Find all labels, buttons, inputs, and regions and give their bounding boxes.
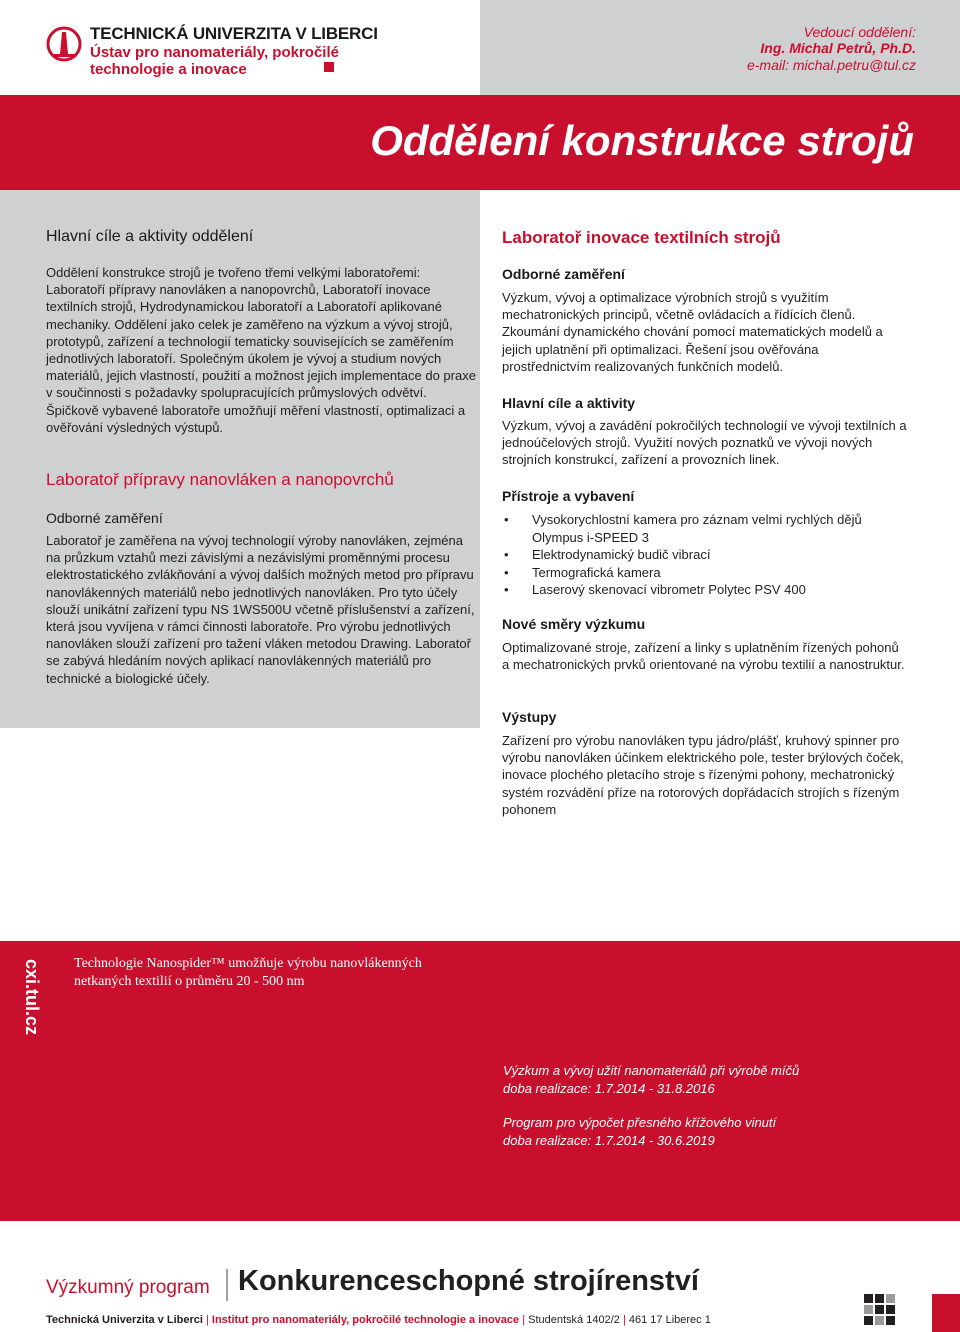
- footer-separator: |: [522, 1314, 526, 1326]
- red-corner-block: [932, 1294, 960, 1332]
- contact-email[interactable]: e-mail: michal.petru@tul.cz: [746, 57, 916, 73]
- department-goals-heading: Hlavní cíle a aktivity oddělení: [46, 228, 254, 245]
- university-name: TECHNICKÁ UNIVERZITA V LIBERCI: [90, 24, 378, 43]
- project-period: doba realizace: 1.7.2014 - 30.6.2019: [503, 1133, 715, 1148]
- list-item: [502, 546, 907, 564]
- equipment-item-text: Termografická kamera: [532, 564, 661, 580]
- nanofiber-focus-heading: Odborné zaměření: [46, 510, 163, 526]
- project-name: Výzkum a vývoj užití nanomateriálů při výrobě míčů: [503, 1063, 800, 1078]
- footer-street: Studentská 1402/2: [528, 1314, 620, 1326]
- cxi-grid-logo-icon: [864, 1294, 896, 1326]
- bullet-icon: •: [504, 547, 509, 563]
- program-divider: [226, 1269, 228, 1301]
- list-item: [502, 581, 907, 599]
- banner-caption: Technologie Nanospider™ umožňuje výrobu nanovlákenných netkaných textilií o průměru 20 - 500 nm: [74, 956, 422, 989]
- research-program: [46, 1265, 766, 1305]
- new-directions-heading: Nové směry výzkumu: [502, 616, 646, 632]
- program-label: Výzkumný program: [46, 1277, 210, 1298]
- program-name: Konkurenceschopné strojírenství: [238, 1265, 699, 1297]
- equipment-item-text: Laserový skenovací vibrometr Polytec PSV 400: [532, 582, 806, 598]
- textile-focus-heading: Odborné zaměření: [502, 266, 625, 282]
- outputs-heading: Výstupy: [502, 709, 557, 725]
- bullet-icon: •: [504, 564, 509, 580]
- institute-name-line2: technologie a inovace: [90, 61, 247, 78]
- footer-address: [46, 1314, 711, 1326]
- footer-city: 461 17 Liberec 1: [628, 1314, 711, 1326]
- project-item: [503, 1114, 923, 1150]
- title-bar: [0, 95, 960, 190]
- equipment-item-text: Vysokorychlostní kamera pro záznam velmi rychlých dějů Olympus i-SPEED 3: [532, 512, 862, 545]
- photo-banner: [0, 941, 960, 1221]
- textile-goals-text: Výzkum, vývoj a zavádění pokročilých technologií ve vývoji textilních a jednoúčelových strojů. Využití nových poznatků ve vývoji nových strojních konstrukcí, zařízení a provozních linek.: [502, 418, 907, 468]
- bullet-icon: •: [504, 582, 509, 598]
- textile-goals-heading: Hlavní cíle a aktivity: [502, 395, 636, 411]
- equipment-heading: Přístroje a vybavení: [502, 488, 635, 504]
- footer-institute: Institut pro nanomateriály, pokročilé technologie a inovace: [211, 1314, 520, 1326]
- institute-name: [90, 44, 340, 78]
- list-item: [502, 511, 907, 546]
- nanofiber-focus-text: Laboratoř je zaměřena na vývoj technologií výroby nanovláken, zejména na průzkum vztahů mezi závislými a nezávislými proměnnými procesu elektrostatického zvlákňování a vývoj dalších možných metod pro přípravu nanovlákenných materiálů nebo jednotlivých nanovláken. Pro tyto účely slouží unikátní zařízení typu NS 1WS500U včetně příslušenství a zařízení, která jsou vyvíjena v rámci činnosti laboratoře. Pro výrobu jednotlivých nanovláken slouží zařízení pro tažení vláken metodou Drawing. Laboratoř se zabývá hledáním nových aplikací nanovlákenných materiálů pro technické a biologické účely.: [46, 533, 475, 686]
- project-name: Program pro výpočet přesného křížového vinutí: [503, 1115, 777, 1130]
- contact-name: Ing. Michal Petrů, Ph.D.: [760, 40, 916, 56]
- side-url[interactable]: [16, 959, 42, 1039]
- textile-lab-heading: Laboratoř inovace textilních strojů: [502, 228, 781, 247]
- outputs-text: Zařízení pro výrobu nanovláken typu jádro/plášť, kruhový spinner pro výrobu nanovláken účinkem elektrického pole, tester brýlových čoček, inovace plochého pletacího stroje s řízenými pohony, mechatronický systém rozvádění příze na rotorových dopřádacích strojích s řízeným pohonem: [502, 733, 904, 817]
- left-column: [0, 190, 480, 728]
- department-intro-text: Oddělení konstrukce strojů je tvořeno třemi velkými laboratořemi: Laboratoří přípravy nanovláken a nanopovrchů, Laboratoří inovace textilních strojů, Hydrodynamickou laboratoří a Laboratoří aplikované mechaniky. Oddělení jako celek je zaměřeno na výzkum a vývoj strojů, prototypů, zařízení a technologií tematicky souvisejících se zaměřením jednotlivých laboratoří. Společným úkolem je vývoj a studium nových materiálů, jejich vlastností, použití a možnost jejich implementace do praxe v součinnosti s požadavky spolupracujících průmyslových odvětví. Špičkově vybavené laboratoře umožňují měření vlastností, optimalizaci a ověřování výsledných výstupů.: [46, 265, 476, 435]
- page-title: Oddělení konstrukce strojů: [370, 117, 914, 164]
- list-item: [502, 564, 907, 582]
- footer-separator: |: [622, 1314, 626, 1326]
- project-period: doba realizace: 1.7.2014 - 31.8.2016: [503, 1081, 715, 1096]
- nanofiber-lab-heading: Laboratoř přípravy nanovláken a nanopovrchů: [46, 470, 394, 489]
- footer-separator: |: [205, 1314, 209, 1326]
- logo-square-mark: [324, 62, 334, 72]
- institute-name-line1: Ústav pro nanomateriály, pokročilé: [90, 44, 339, 61]
- bullet-icon: •: [504, 512, 509, 527]
- textile-focus-text: Výzkum, vývoj a optimalizace výrobních strojů s využitím mechatronických principů, včetně ovládacích a řídících členů. Zkoumání dynamického chování pomocí matematických modelů a jejich uplatnění při optimalizaci. Řešení jsou ověřována prostřednictvím realizovaných funkčních modelů.: [502, 290, 883, 374]
- equipment-list: [502, 511, 907, 599]
- contact-label: Vedoucí oddělení:: [803, 24, 916, 40]
- project-item: [503, 1062, 923, 1098]
- footer-university: Technická Univerzita v Liberci: [46, 1314, 203, 1326]
- tul-logo-icon: [46, 26, 82, 62]
- university-logo: [46, 24, 378, 84]
- new-directions-text: Optimalizované stroje, zařízení a linky s uplatněním řízených pohonů a mechatronických prvků orientované na výrobu textilií a nanostruktur.: [502, 640, 905, 673]
- side-url-text[interactable]: cxi.tul.cz: [22, 959, 42, 1036]
- equipment-item-text: Elektrodynamický budič vibrací: [532, 547, 711, 563]
- projects-list: [503, 1062, 923, 1166]
- contact-box: [480, 0, 960, 95]
